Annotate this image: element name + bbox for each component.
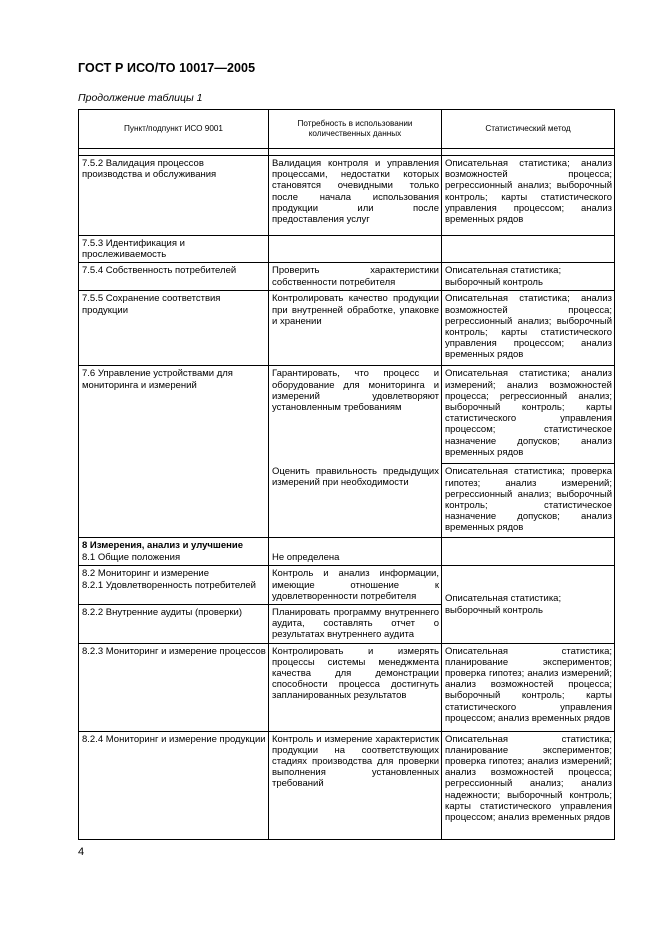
table-row-8-2-1 xyxy=(79,566,615,605)
table-row-8-2-3 xyxy=(79,643,615,731)
clause-text: 8.2.1 Удовлетворенность потребителей xyxy=(82,579,256,591)
section-heading: 8 Измерения, анализ и улучшение xyxy=(82,540,243,552)
separator-cell xyxy=(269,149,442,156)
need-cell: Планировать программу внутреннего аудита, составлять отчет о результатах внутреннего аудита xyxy=(269,605,442,644)
clause-text: 8.2 Мониторинг и измерение xyxy=(82,568,209,580)
statistics-table xyxy=(78,109,615,840)
clause-cell: 7.6 Управление устройствами для мониторинга и измерений xyxy=(79,366,269,538)
table-row-8-2-4 xyxy=(79,731,615,839)
clause-cell: 7.5.2 Валидация процессов производства и обслуживания xyxy=(79,156,269,236)
clause-cell xyxy=(79,566,269,605)
method-cell: Описательная статистика; проверка гипотез; анализ измерений; регрессионный анализ; выборочный контроль; статистическое назначение допусков; анализ временных рядов xyxy=(442,464,615,538)
table-continuation-caption: Продолжение таблицы 1 xyxy=(78,92,203,104)
method-cell: Описательная статистика; выборочный контроль xyxy=(442,566,615,643)
need-cell: Валидация контроля и управления процессами, недостатки которых становятся очевидными только после начала использования продукции или после предоставления услуг xyxy=(269,156,442,236)
method-cell xyxy=(442,538,615,566)
method-cell: Описательная статистика; анализ возможностей процесса; регрессионный анализ; выборочный контроль; карты статистического управления процессом; анализ временных рядов xyxy=(442,156,615,236)
clause-cell: 7.5.5 Сохранение соответствия продукции xyxy=(79,291,269,366)
clause-cell: 7.5.3 Идентификация и прослеживаемость xyxy=(79,236,269,263)
need-cell: Оценить правильность предыдущих измерений при необходимости xyxy=(269,464,442,538)
clause-text: 8.1 Общие положения xyxy=(82,551,181,563)
column-header-method: Статистический метод xyxy=(442,110,615,149)
clause-cell xyxy=(79,538,269,566)
table-header-row xyxy=(79,110,615,149)
separator-cell xyxy=(79,149,269,156)
method-cell: Описательная статистика; выборочный контроль xyxy=(442,263,615,291)
need-cell: Проверить характеристики собственности потребителя xyxy=(269,263,442,291)
table-row-7-6-a xyxy=(79,366,615,464)
need-cell xyxy=(269,236,442,263)
page-number: 4 xyxy=(78,846,85,858)
column-header-clause: Пункт/подпункт ИСО 9001 xyxy=(79,110,269,149)
clause-cell: 8.2.4 Мониторинг и измерение продукции xyxy=(79,731,269,839)
clause-cell: 8.2.3 Мониторинг и измерение процессов xyxy=(79,643,269,731)
need-cell: Контроль и анализ информации, имеющие отношение к удовлетворенности потребителя xyxy=(269,566,442,605)
need-cell: Гарантировать, что процесс и оборудование для мониторинга и измерений удовлетворяют установленным требованиям xyxy=(269,366,442,464)
column-header-need: Потребность в использовании количественных данных xyxy=(269,110,442,149)
table-row-7-5-2 xyxy=(79,156,615,236)
table-row-7-5-5 xyxy=(79,291,615,366)
method-cell: Описательная статистика; планирование экспериментов; проверка гипотез; анализ измерений; анализ возможностей процесса; регрессионный анализ; анализ надежности; выборочный контроль; карты статистического управления процессом; анализ временных рядов xyxy=(442,731,615,839)
clause-cell: 7.5.4 Собственность потребителей xyxy=(79,263,269,291)
need-cell: Контролировать и измерять процессы системы менеджмента качества для демонстрации способности процесса достигнуть запланированных результатов xyxy=(269,643,442,731)
method-cell xyxy=(442,236,615,263)
table-row-8-1 xyxy=(79,538,615,566)
document-title: ГОСТ Р ИСО/ТО 10017—2005 xyxy=(78,61,256,75)
table-row-7-5-4 xyxy=(79,263,615,291)
header-separator-row xyxy=(79,149,615,156)
clause-cell: 8.2.2 Внутренние аудиты (проверки) xyxy=(79,605,269,644)
method-cell: Описательная статистика; планирование экспериментов; проверка гипотез; анализ измерений; анализ возможностей процесса; выборочный контроль; карты статистического управления процессом; анализ временных рядов xyxy=(442,643,615,731)
method-cell: Описательная статистика; анализ измерений; анализ возможностей процесса; регрессионный анализ; выборочный контроль; карты статистического управления процессом; статистическое назначение допусков; анализ временных рядов xyxy=(442,366,615,464)
separator-cell xyxy=(442,149,615,156)
need-cell: Контролировать качество продукции при внутренней обработке, упаковке и хранении xyxy=(269,291,442,366)
need-cell: Не определена xyxy=(269,538,442,566)
table-row-7-5-3 xyxy=(79,236,615,263)
need-cell: Контроль и измерение характеристик продукции на соответствующих стадиях производства для проверки выполнения установленных требований xyxy=(269,731,442,839)
method-cell: Описательная статистика; анализ возможностей процесса; регрессионный анализ; выборочный контроль; карты статистического управления процессом; анализ временных рядов xyxy=(442,291,615,366)
